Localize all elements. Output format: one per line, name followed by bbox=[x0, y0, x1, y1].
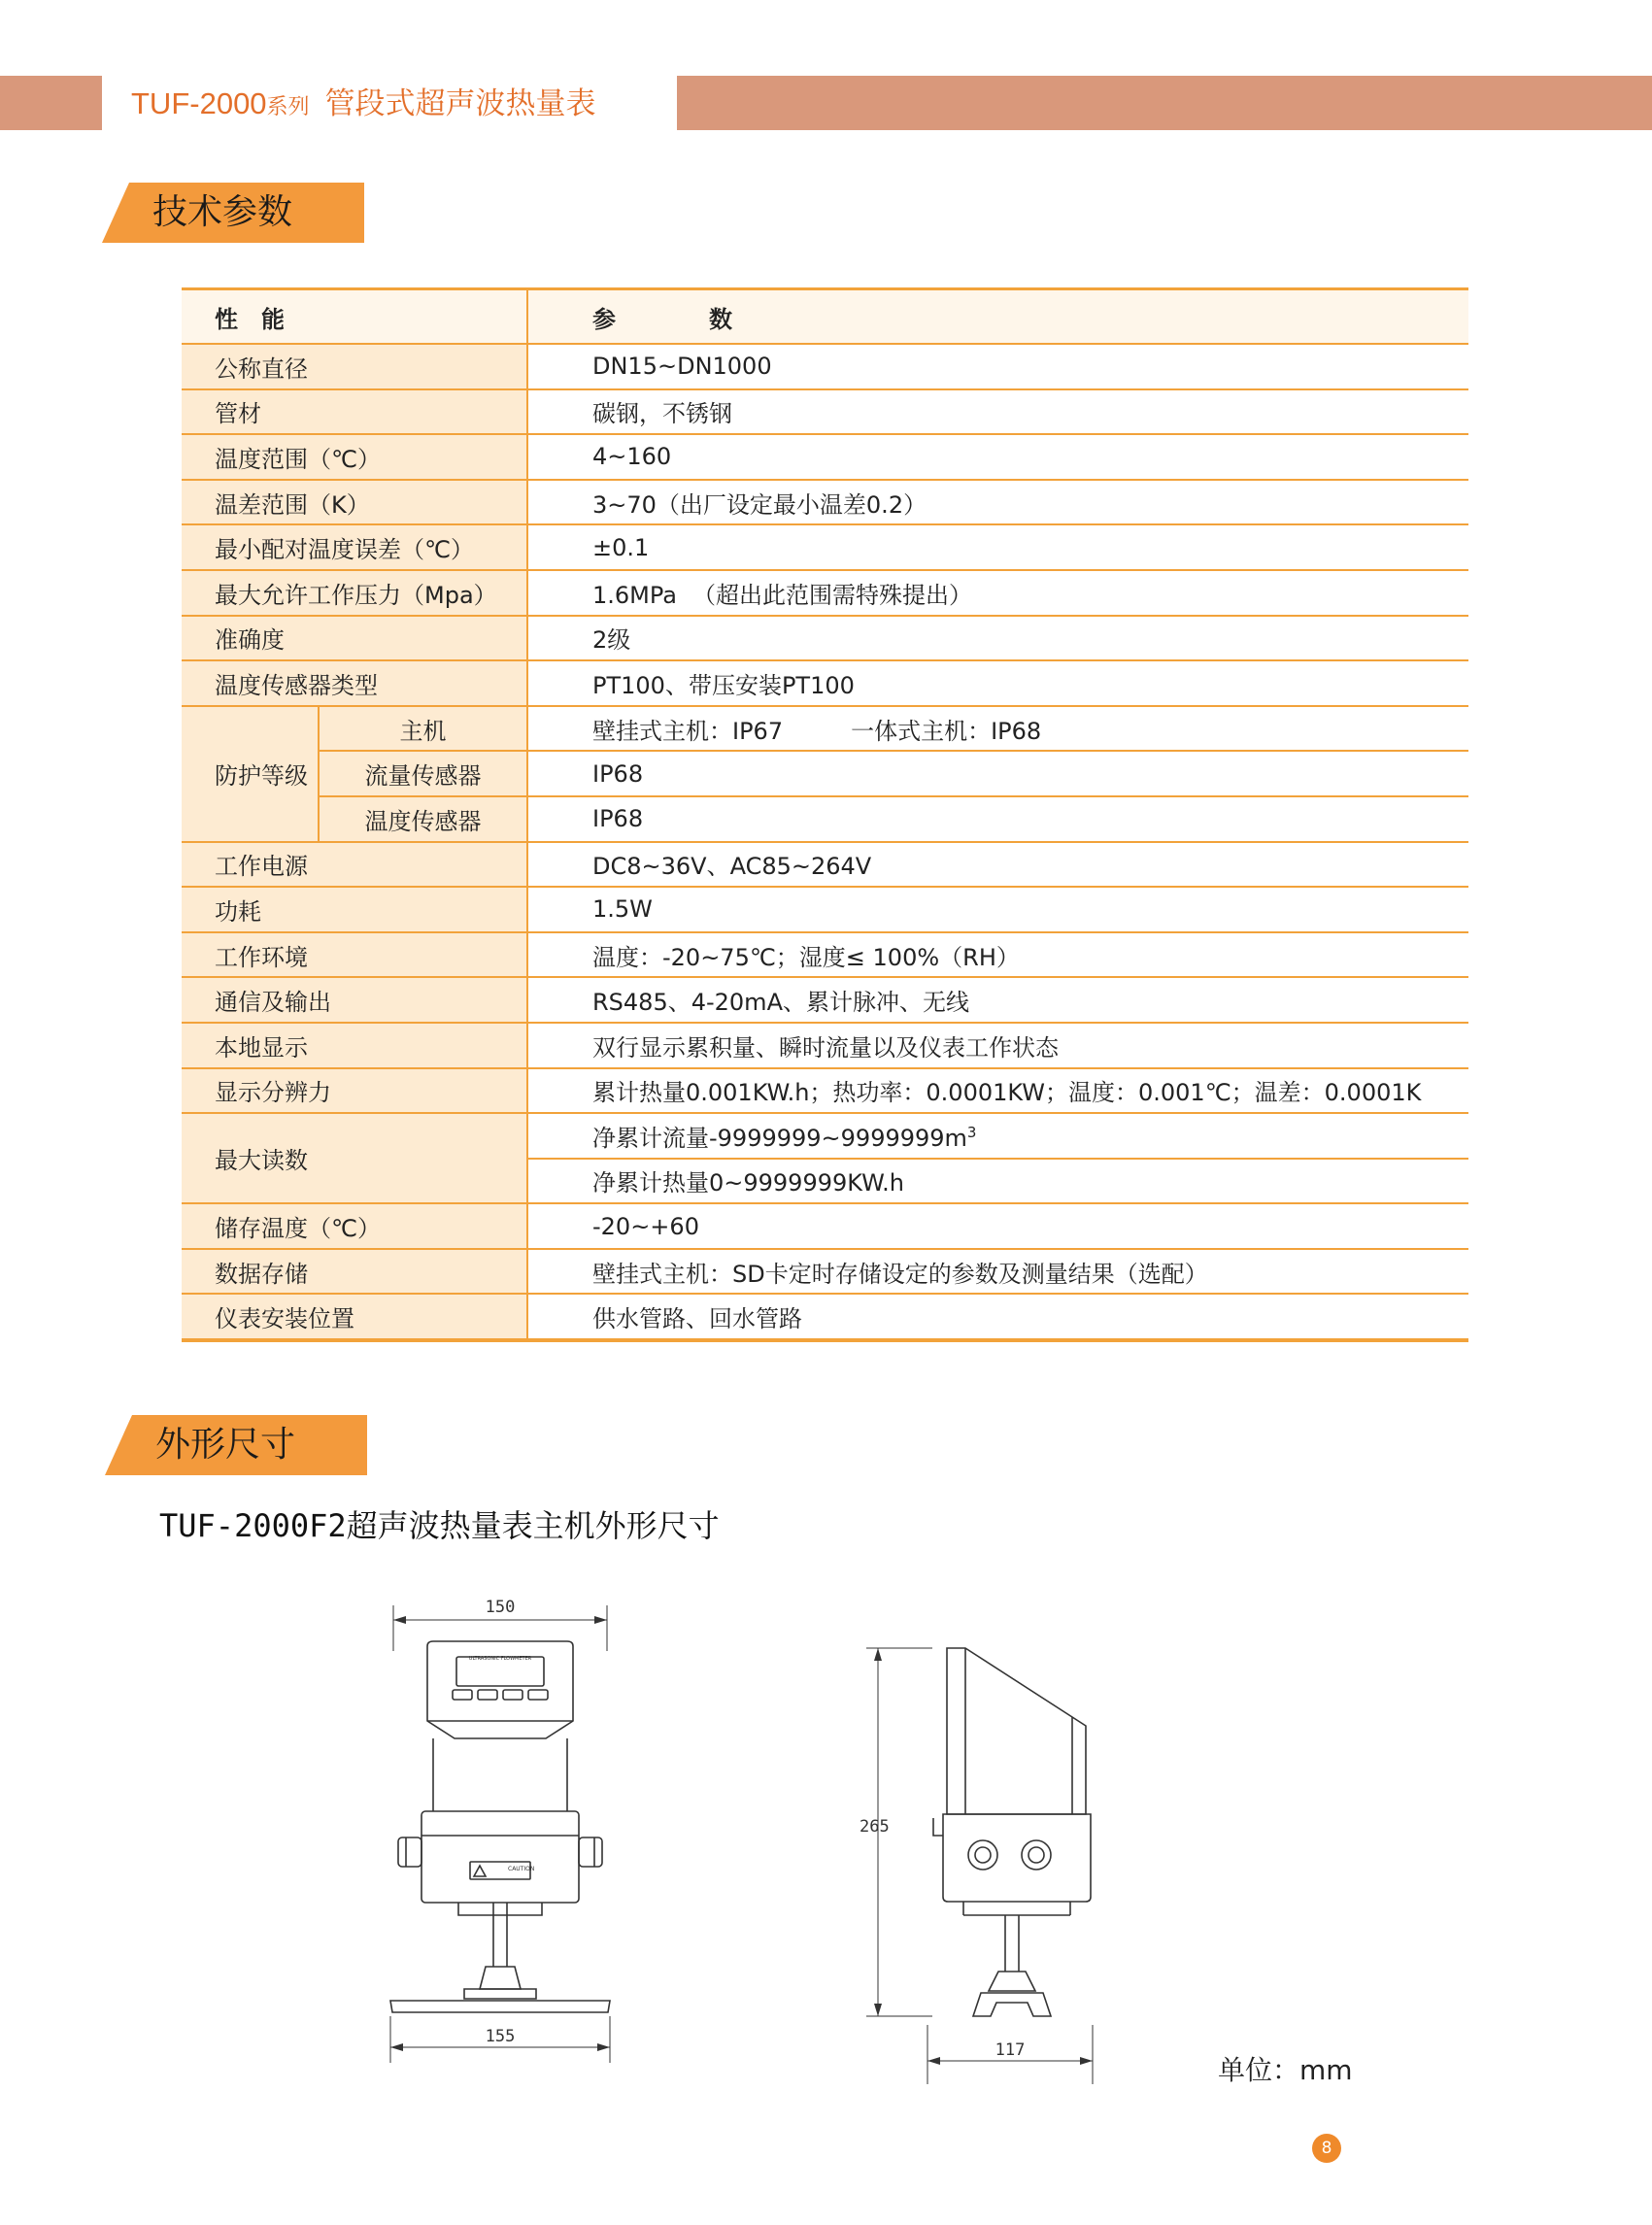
section-title-specs: 技术参数 bbox=[152, 192, 293, 232]
header-series: 系列 bbox=[266, 95, 310, 119]
dim-label-front-bottom: 155 bbox=[485, 2027, 516, 2046]
spec-value: DC8~36V、AC85~264V bbox=[527, 842, 1468, 888]
front-view-drawing bbox=[390, 1605, 610, 2063]
spec-label: 功耗 bbox=[182, 887, 527, 932]
spec-value: 累计热量0.001KW.h；热功率：0.0001KW；温度：0.001℃；温差：0.0001K bbox=[527, 1068, 1468, 1114]
section-title-dims: 外形尺寸 bbox=[155, 1425, 296, 1465]
spec-label-protection: 防护等级 bbox=[182, 706, 319, 842]
header-product-name: 管段式超声波热量表 bbox=[324, 86, 596, 121]
header-model: TUF-2000 bbox=[131, 86, 267, 120]
spec-value: 壁挂式主机：SD卡定时存储设定的参数及测量结果（选配） bbox=[527, 1249, 1468, 1295]
spec-value: RS485、4-20mA、累计脉冲、无线 bbox=[527, 977, 1468, 1023]
spec-label: 数据存储 bbox=[182, 1249, 527, 1295]
dim-label-front-top: 150 bbox=[485, 1598, 516, 1617]
dim-label-side-height: 265 bbox=[860, 1817, 890, 1837]
spec-value: 碳钢，不锈钢 bbox=[527, 389, 1468, 435]
spec-value: -20~+60 bbox=[527, 1203, 1468, 1249]
spec-value: 双行显示累积量、瞬时流量以及仪表工作状态 bbox=[527, 1023, 1468, 1068]
spec-sublabel-temp: 温度传感器 bbox=[319, 796, 527, 842]
spec-value-flow-sup: 3 bbox=[966, 1123, 977, 1141]
spec-value-note: （超出此范围需特殊提出） bbox=[691, 581, 972, 609]
spec-value-wall: 壁挂式主机：IP67 bbox=[592, 717, 784, 745]
side-view-drawing bbox=[866, 1648, 1093, 2084]
spec-label: 温度传感器类型 bbox=[182, 660, 527, 706]
spec-value: PT100、带压安装PT100 bbox=[527, 660, 1468, 706]
spec-label: 工作环境 bbox=[182, 932, 527, 978]
spec-value-integrated: 一体式主机：IP68 bbox=[851, 717, 1042, 745]
spec-header-value: 参 数 bbox=[527, 289, 1468, 345]
spec-value: IP68 bbox=[527, 751, 1468, 796]
spec-label-max-reading: 最大读数 bbox=[182, 1113, 527, 1203]
spec-label: 管材 bbox=[182, 389, 527, 435]
dim-label-side-width: 117 bbox=[995, 2040, 1026, 2060]
spec-label: 本地显示 bbox=[182, 1023, 527, 1068]
unit-label: 单位：mm bbox=[1218, 2054, 1353, 2086]
caution-label: CAUTION bbox=[508, 1866, 535, 1872]
spec-label: 储存温度（℃） bbox=[182, 1203, 527, 1249]
spec-label: 最大允许工作压力（Mpa） bbox=[182, 570, 527, 616]
spec-value: ±0.1 bbox=[527, 524, 1468, 570]
spec-value: 4~160 bbox=[527, 434, 1468, 480]
spec-sublabel-flow: 流量传感器 bbox=[319, 751, 527, 796]
page-number-badge: 8 bbox=[1312, 2134, 1341, 2163]
spec-label: 公称直径 bbox=[182, 344, 527, 389]
spec-value: 2级 bbox=[527, 616, 1468, 661]
drawing-title: TUF-2000F2超声波热量表主机外形尺寸 bbox=[159, 1507, 720, 1544]
panel-label: ULTRASONIC FLOWMETER bbox=[468, 1656, 532, 1662]
spec-value-main: 1.6MPa bbox=[592, 581, 677, 609]
spec-label: 通信及输出 bbox=[182, 977, 527, 1023]
spec-label: 显示分辨力 bbox=[182, 1068, 527, 1114]
spec-label: 准确度 bbox=[182, 616, 527, 661]
spec-value: 温度：-20~75℃；湿度≤ 100%（RH） bbox=[527, 932, 1468, 978]
spec-label: 最小配对温度误差（℃） bbox=[182, 524, 527, 570]
spec-label: 工作电源 bbox=[182, 842, 527, 888]
spec-value: 3~70（出厂设定最小温差0.2） bbox=[527, 480, 1468, 525]
spec-value: 1.5W bbox=[527, 887, 1468, 932]
spec-label: 温度范围（℃） bbox=[182, 434, 527, 480]
spec-label: 温差范围（K） bbox=[182, 480, 527, 525]
spec-value: IP68 bbox=[527, 796, 1468, 842]
spec-label: 仪表安装位置 bbox=[182, 1294, 527, 1340]
spec-value-flow: 净累计流量-9999999~9999999m bbox=[592, 1124, 967, 1152]
spec-sublabel-host: 主机 bbox=[319, 706, 527, 752]
spec-value: 供水管路、回水管路 bbox=[527, 1294, 1468, 1340]
spec-header-property: 性 能 bbox=[182, 289, 527, 345]
spec-value: DN15~DN1000 bbox=[527, 344, 1468, 389]
spec-value: 净累计热量0~9999999KW.h bbox=[527, 1159, 1468, 1204]
